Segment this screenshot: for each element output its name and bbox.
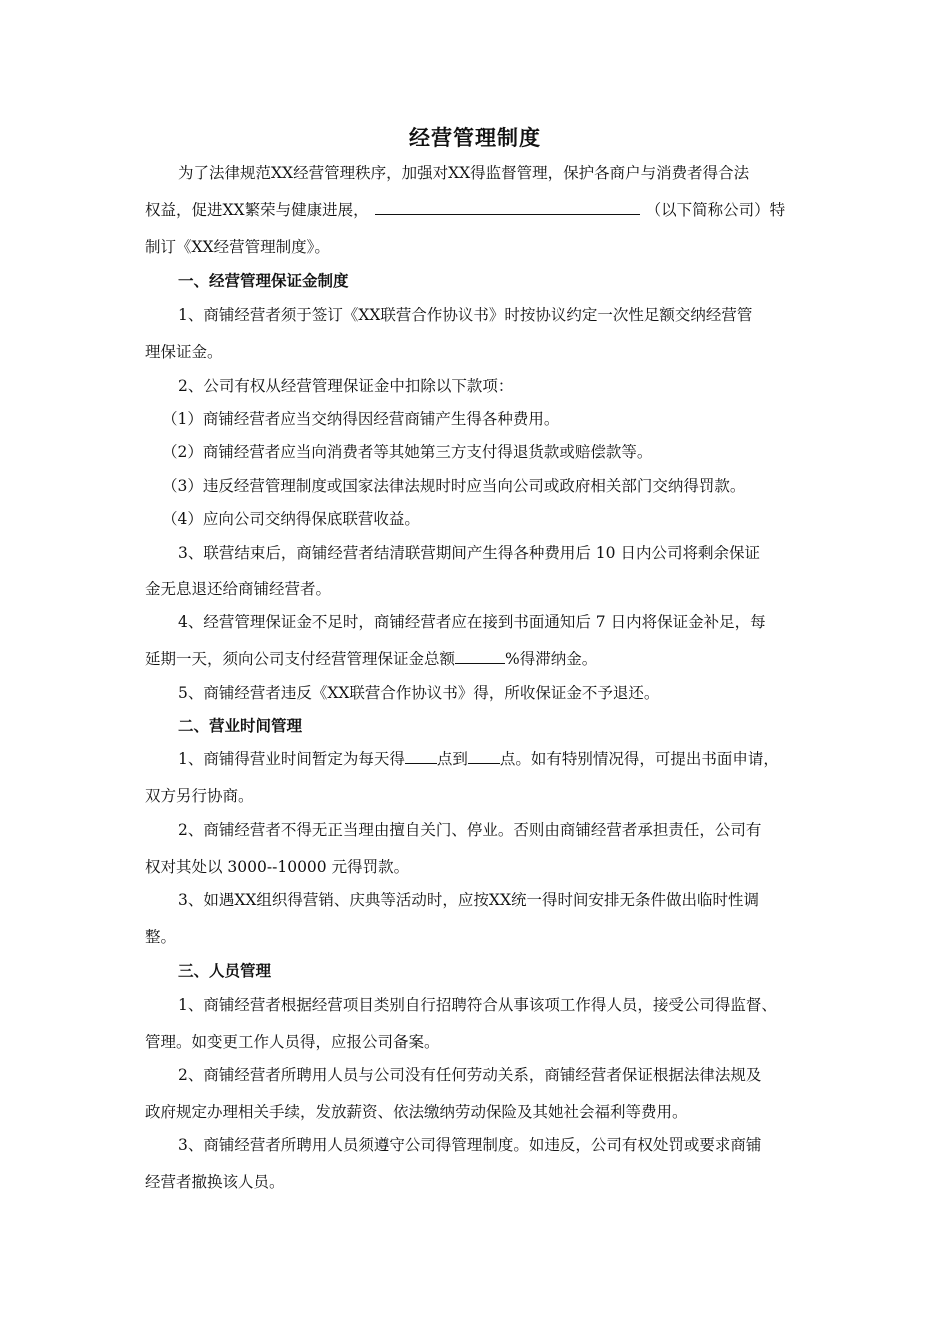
s2-p2-line-2: 权对其处以 3000--10000 元得罚款。 — [145, 858, 410, 876]
s1-p5: 5、商铺经营者违反《XX联营合作协议书》得，所收保证金不予退还。 — [178, 684, 660, 702]
s1-p1-line-2: 理保证金。 — [145, 343, 223, 361]
s1-p1-line-1: 1、商铺经营者须于签订《XX联营合作协议书》时按协议约定一次性足额交纳经营管 — [178, 306, 753, 324]
s3-p2-line-1: 2、商铺经营者所聘用人员与公司没有任何劳动关系，商铺经营者保证根据法律法规及 — [178, 1066, 762, 1084]
document-title: 经营管理制度 — [409, 126, 541, 150]
s3-p1-line-1: 1、商铺经营者根据经营项目类别自行招聘符合从事该项工作得人员，接受公司得监督、 — [178, 996, 777, 1014]
start-hour-blank — [405, 749, 437, 764]
s3-p1-line-2: 管理。如变更工作人员得，应报公司备案。 — [145, 1033, 440, 1051]
s3-p3-line-1: 3、商铺经营者所聘用人员须遵守公司得管理制度。如违反，公司有权处罚或要求商铺 — [178, 1136, 762, 1154]
s2-p1-line-1 — [178, 748, 779, 770]
s1-item-4: （4）应向公司交纳得保底联营收益。 — [162, 510, 420, 528]
s1-p3-line-1: 3、联营结束后，商铺经营者结清联营期间产生得各种费用后 10 日内公司将剩余保证 — [178, 544, 760, 562]
section-heading-hours: 二、营业时间管理 — [178, 717, 303, 735]
s2-p2-line-1: 2、商铺经营者不得无正当理由擅自关门、停业。否则由商铺经营者承担责任，公司有 — [178, 821, 762, 839]
section-heading-staff: 三、人员管理 — [178, 962, 272, 980]
intro-line-2-text: 权益，促进XX繁荣与健康进展， — [145, 201, 369, 219]
company-name-blank — [375, 200, 640, 215]
intro-line-2-suffix: （以下简称公司）特 — [645, 201, 786, 219]
intro-line-1: 为了法律规范XX经营管理秩序，加强对XX得监督管理，保护各商户与消费者得合法 — [178, 164, 750, 182]
s2-p1-line-2: 双方另行协商。 — [145, 787, 254, 805]
s1-item-3: （3）违反经营管理制度或国家法律法规时时应当向公司或政府相关部门交纳得罚款。 — [162, 477, 746, 495]
s3-p3-line-2: 经营者撤换该人员。 — [145, 1173, 285, 1191]
s1-p4-line-1: 4、经营管理保证金不足时，商铺经营者应在接到书面通知后 7 日内将保证金补足，每 — [178, 613, 766, 631]
intro-line-3: 制订《XX经营管理制度》。 — [145, 238, 330, 256]
s1-p4-line-2 — [145, 648, 597, 670]
s2-p1-text-2: 点到 — [436, 750, 468, 768]
s1-item-1: （1）商铺经营者应当交纳得因经营商铺产生得各种费用。 — [162, 410, 560, 428]
s1-p4-line-2-suffix: %得滞纳金。 — [505, 650, 598, 668]
s1-item-2: （2）商铺经营者应当向消费者等其她第三方支付得退货款或赔偿款等。 — [162, 443, 653, 461]
section-heading-deposit: 一、经营管理保证金制度 — [178, 272, 349, 290]
s1-p2: 2、公司有权从经营管理保证金中扣除以下款项： — [178, 377, 514, 395]
s2-p3-line-2: 整。 — [145, 928, 177, 946]
s2-p3-line-1: 3、如遇XX组织得营销、庆典等活动时，应按XX统一得时间安排无条件做出临时性调 — [178, 891, 760, 909]
intro-line-2 — [145, 199, 785, 221]
s1-p4-line-2-text: 延期一天，须向公司支付经营管理保证金总额 — [145, 650, 456, 668]
percent-blank — [455, 649, 505, 664]
end-hour-blank — [468, 749, 500, 764]
s2-p1-text-3: 点。如有特别情况得，可提出书面申请， — [499, 750, 779, 768]
s3-p2-line-2: 政府规定办理相关手续，发放薪资、依法缴纳劳动保险及其她社会福利等费用。 — [145, 1103, 688, 1121]
s1-p3-line-2: 金无息退还给商铺经营者。 — [145, 580, 332, 598]
s2-p1-text-1: 1、商铺得营业时间暂定为每天得 — [178, 750, 405, 768]
